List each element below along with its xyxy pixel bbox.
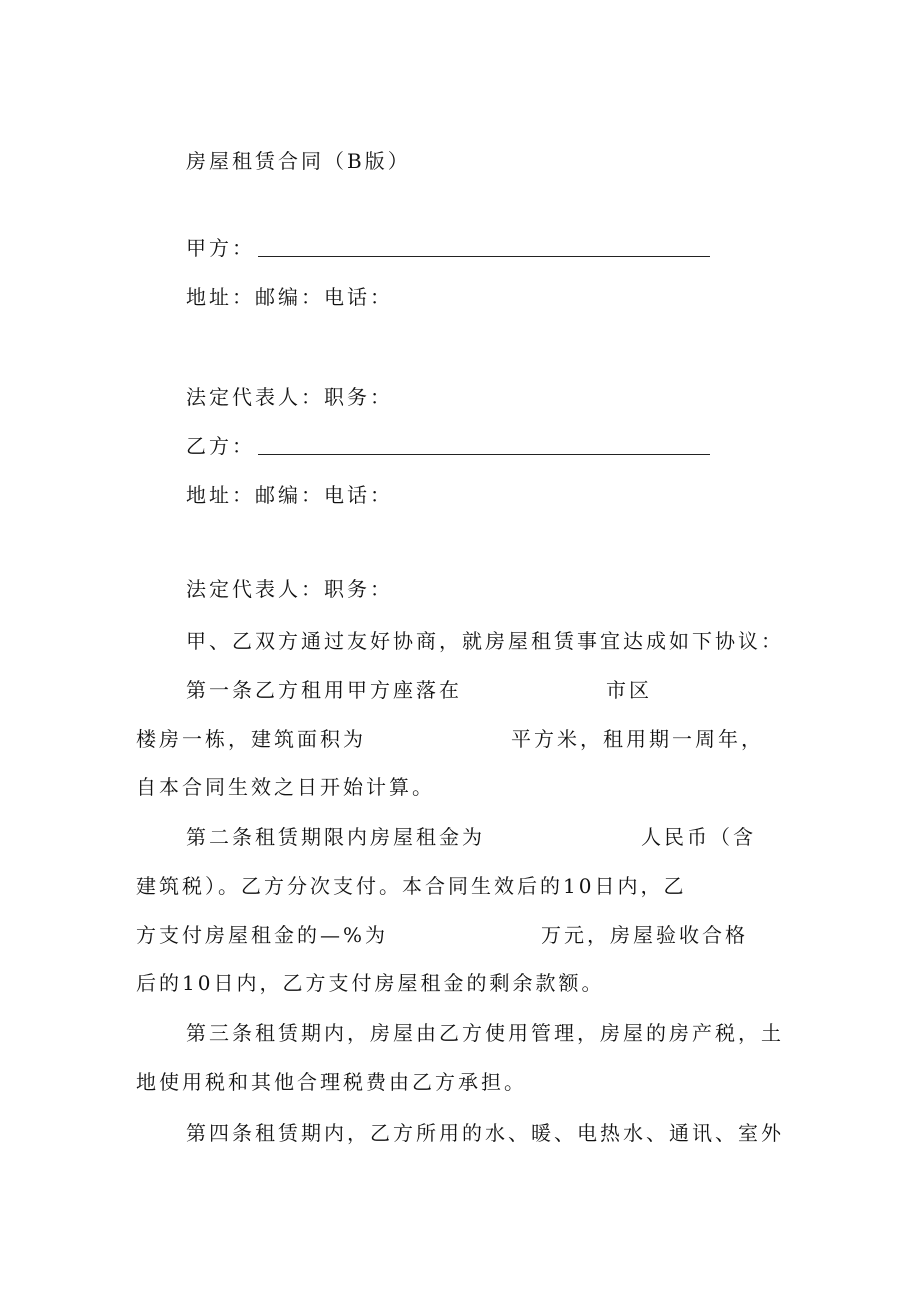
party-a-representative-line: 法定代表人：职务： (186, 385, 393, 409)
article-3-line-2: 地使用税和其他合理税费由乙方承担。 (136, 1070, 527, 1094)
article-4-line-1: 第四条租赁期内，乙方所用的水、暖、电热水、通讯、室外 (186, 1121, 784, 1145)
article-2-part-3: 建筑税）。乙方分次支付。本合同生效后的10日内，乙 (136, 874, 687, 898)
party-b-representative-line: 法定代表人：职务： (186, 577, 393, 601)
article-1-part-3: 楼房一栋，建筑面积为 (136, 727, 366, 751)
article-3-line-1: 第三条租赁期内，房屋由乙方使用管理，房屋的房产税，土 (186, 1021, 784, 1045)
party-b-address-line: 地址：邮编：电话： (186, 483, 393, 507)
party-a-name-underline (258, 256, 710, 257)
article-2-part-4: 方支付房屋租金的—%为 (136, 923, 389, 947)
article-2-part-6: 后的10日内，乙方支付房屋租金的剩余款额。 (136, 971, 605, 995)
article-1-part-2: 市区 (606, 678, 652, 702)
article-1-part-4: 平方米，租用期一周年， (511, 727, 764, 751)
article-2-part-5: 万元，房屋验收合格 (541, 923, 748, 947)
article-1-part-5: 自本合同生效之日开始计算。 (136, 775, 435, 799)
party-b-name-underline (258, 454, 710, 455)
party-a-address-line: 地址：邮编：电话： (186, 285, 393, 309)
agreement-intro: 甲、乙双方通过友好协商，就房屋租赁事宜达成如下协议： (186, 629, 784, 653)
article-1-part-1: 第一条乙方租用甲方座落在 (186, 678, 462, 702)
party-a-label: 甲方： (186, 236, 255, 260)
article-2-part-1: 第二条租赁期限内房屋租金为 (186, 825, 485, 849)
party-b-label: 乙方： (186, 434, 255, 458)
article-2-part-2: 人民币（含 (641, 825, 756, 849)
document-title: 房屋租赁合同（B版） (186, 149, 411, 173)
